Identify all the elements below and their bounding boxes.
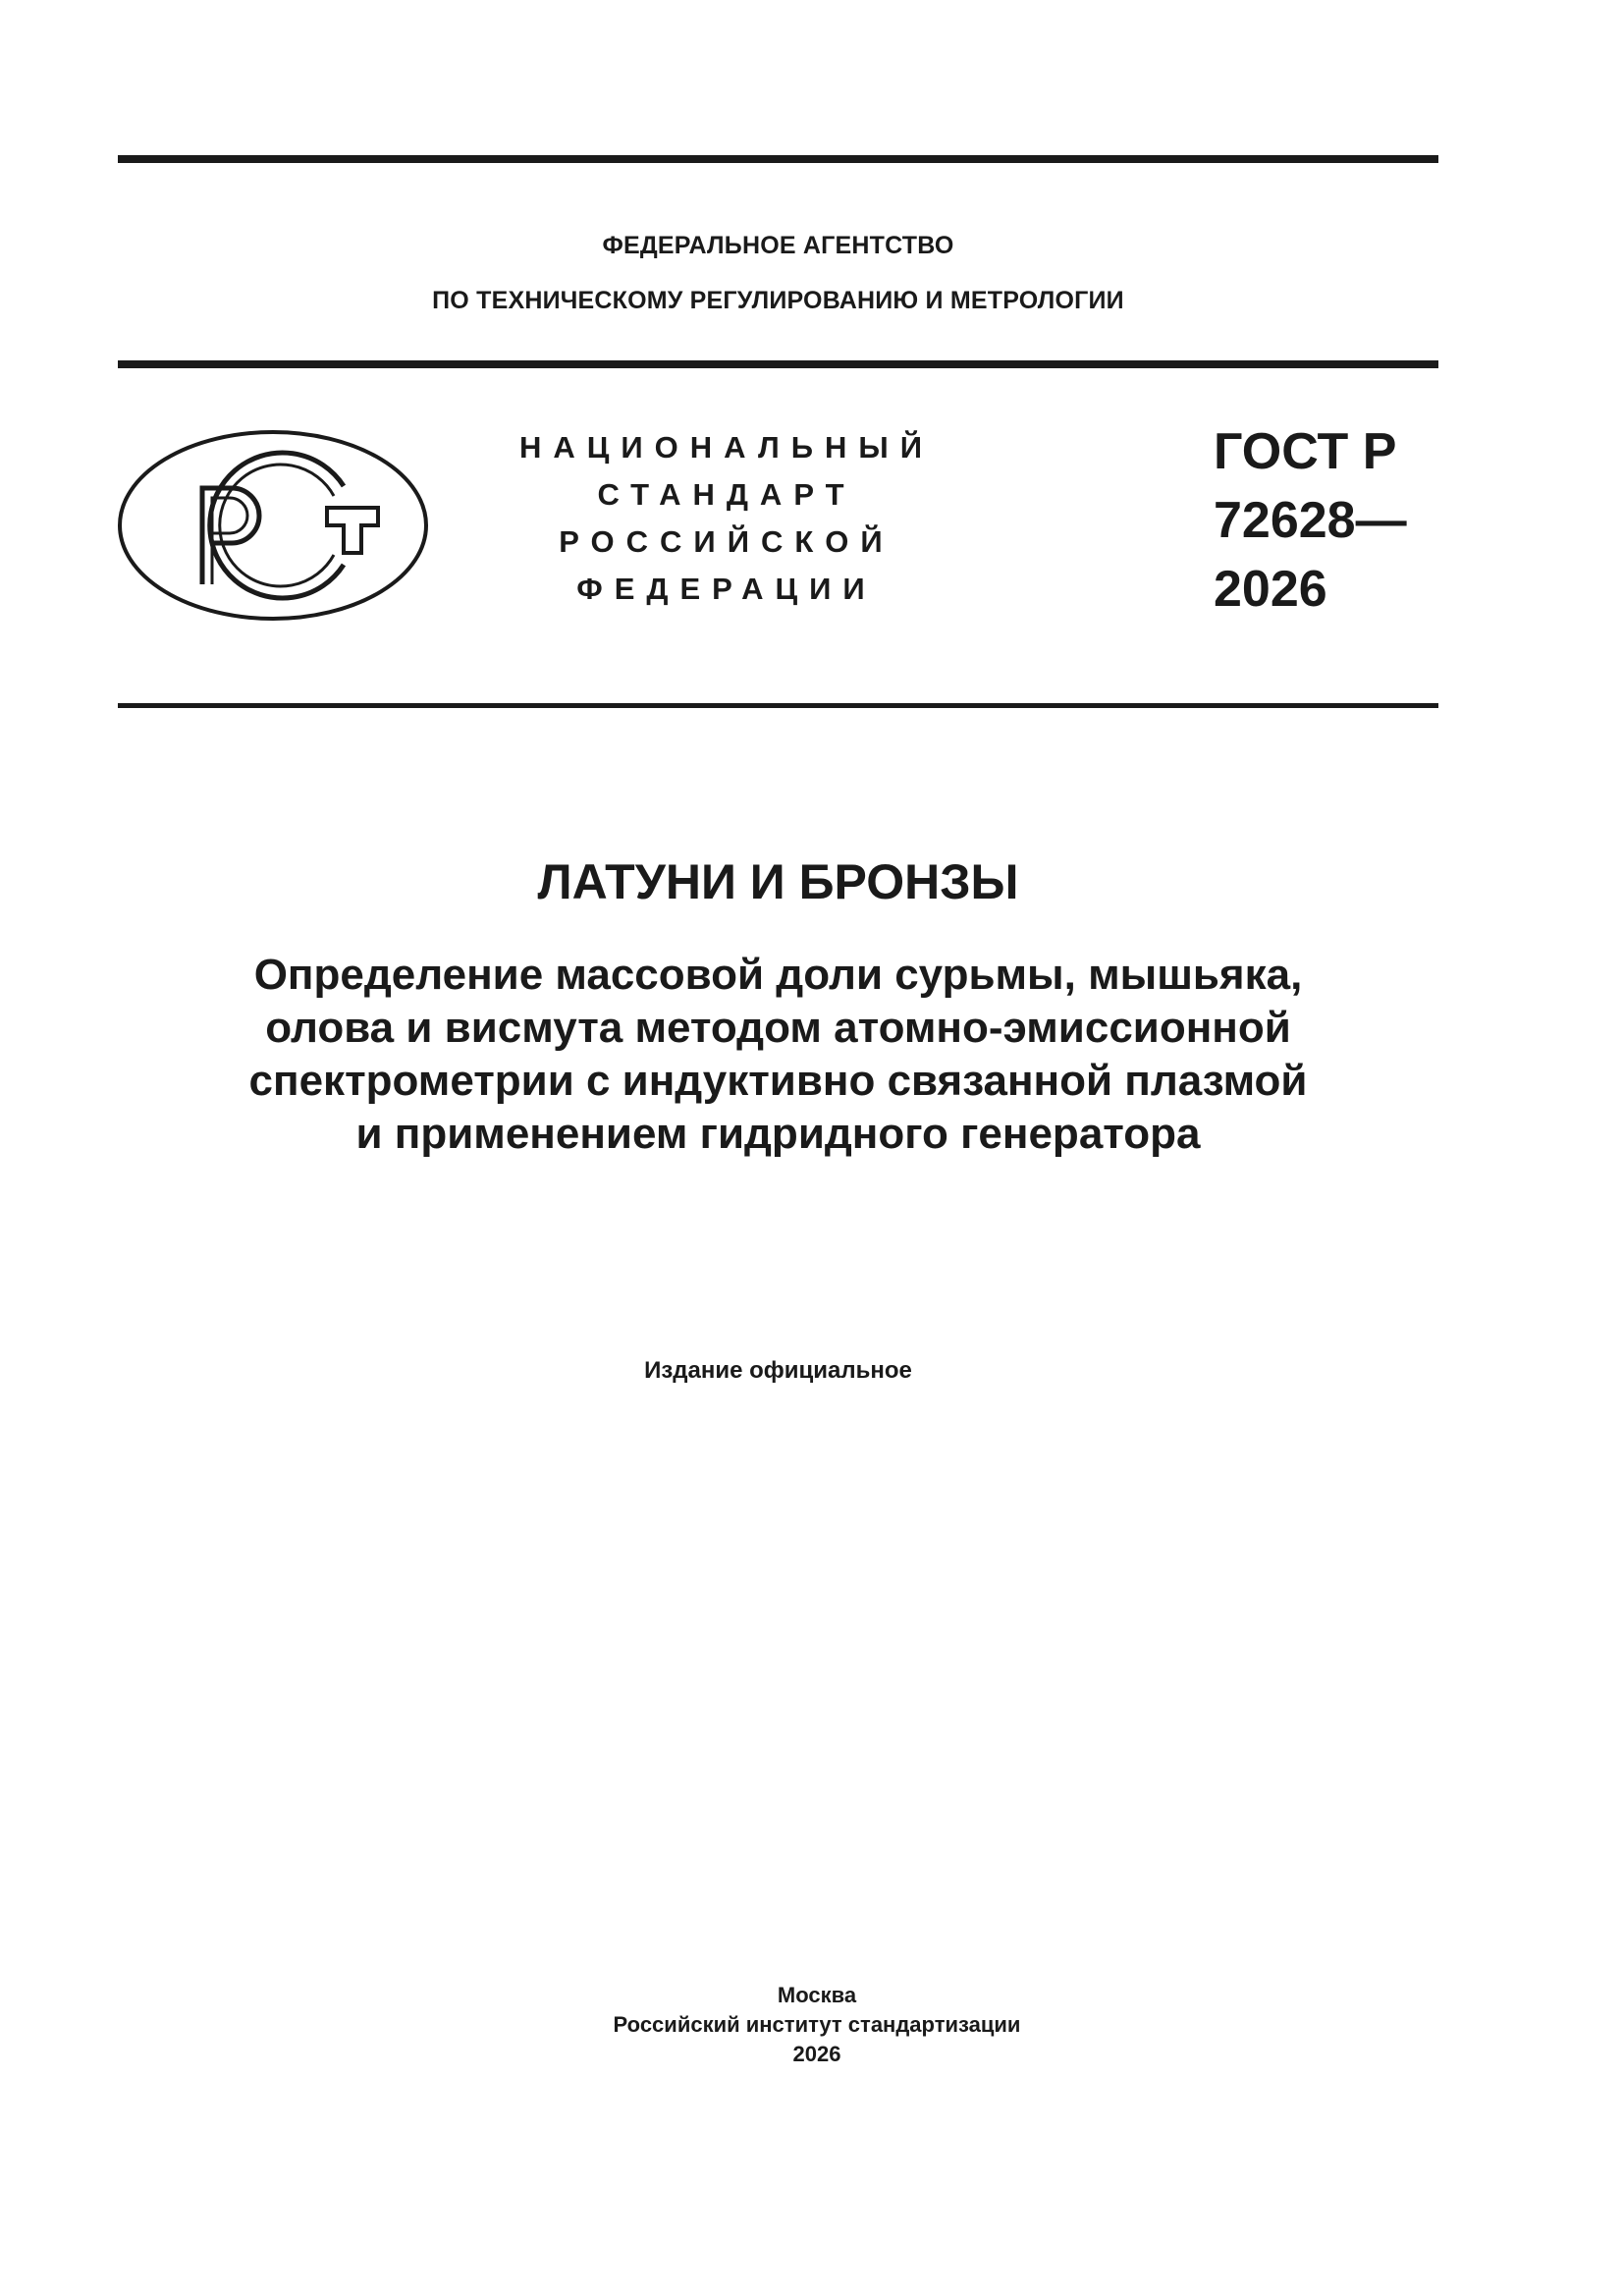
designation-line-1: ГОСТ Р [1214, 423, 1397, 480]
standard-type-line-3: РОССИЙСКОЙ [559, 524, 894, 559]
subtitle-line-3: спектрометрии с индуктивно связанной плазмой [248, 1057, 1308, 1105]
imprint-year: 2026 [792, 2042, 841, 2066]
imprint-city: Москва [777, 1983, 857, 2007]
subtitle-line-4: и применением гидридного генератора [355, 1110, 1201, 1158]
rst-certification-mark-icon [116, 427, 432, 624]
document-title: ЛАТУНИ И БРОНЗЫ [537, 854, 1019, 909]
header-bottom-rule [118, 703, 1438, 708]
agency-divider-rule [118, 360, 1438, 368]
agency-line-2: ПО ТЕХНИЧЕСКОМУ РЕГУЛИРОВАНИЮ И МЕТРОЛОГИИ [432, 287, 1124, 314]
designation-line-3: 2026 [1214, 561, 1327, 618]
subtitle-line-1: Определение массовой доли сурьмы, мышьяка, [253, 951, 1303, 999]
publisher-imprint [118, 1981, 1516, 2069]
subtitle-line-2: олова и висмута методом атомно-эмиссионной [265, 1004, 1291, 1052]
top-rule [118, 155, 1438, 163]
standard-designation [1214, 417, 1407, 624]
standard-type-line-2: СТАНДАРТ [597, 477, 856, 512]
standard-type-block [491, 424, 962, 613]
edition-note: Издание официальное [644, 1357, 912, 1384]
standard-type-line-4: ФЕДЕРАЦИИ [576, 572, 877, 606]
designation-line-2: 72628— [1214, 492, 1407, 549]
imprint-publisher: Российский институт стандартизации [613, 2012, 1021, 2037]
document-subtitle [118, 949, 1438, 1161]
agency-header [118, 218, 1438, 328]
standard-type-line-1: НАЦИОНАЛЬНЫЙ [518, 430, 935, 465]
agency-line-1: ФЕДЕРАЛЬНОЕ АГЕНТСТВО [602, 232, 954, 259]
